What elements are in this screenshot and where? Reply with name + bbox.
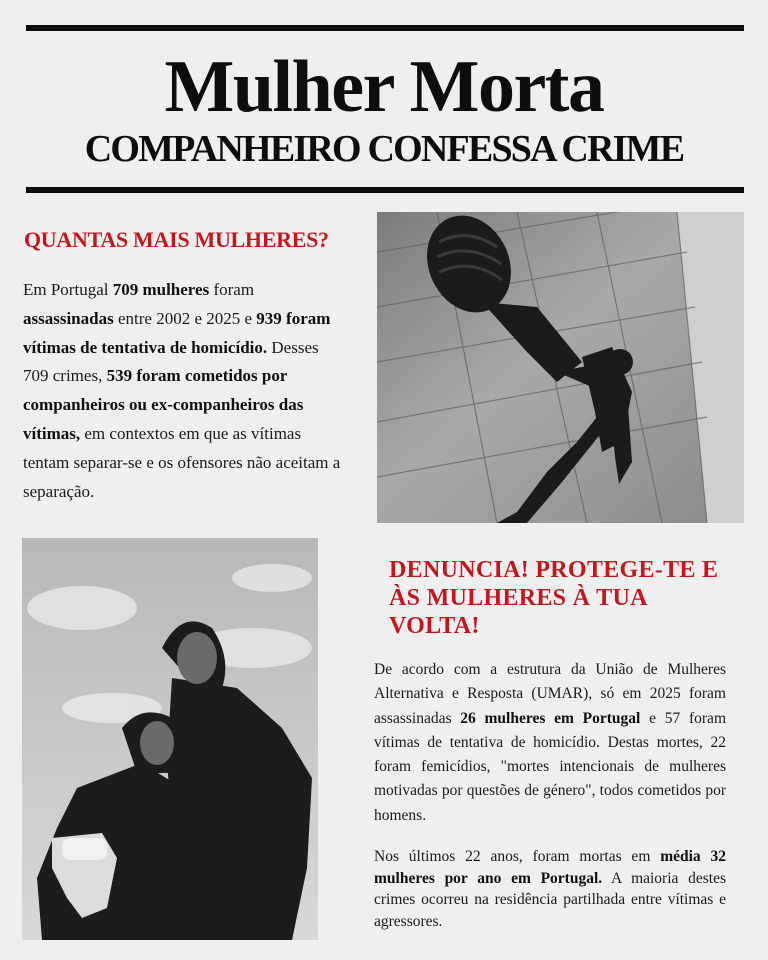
header-bottom-rule — [26, 187, 744, 193]
top-rule — [26, 25, 744, 31]
emphasis-text: 539 foram cometidos por companheiros ou ex-companheiros das vítimas, — [23, 366, 304, 443]
emphasis-text: assassinadas — [23, 308, 114, 328]
body-text: entre 2002 e 2025 e — [113, 308, 257, 328]
body-text: Em Portugal — [23, 280, 113, 299]
section-2-title: DENUNCIA! PROTEGE-TE E ÀS MULHERES À TUA VOLTA! — [389, 557, 719, 639]
section-1-paragraph — [23, 276, 343, 506]
section-1-title: QUANTAS MAIS MULHERES? — [24, 227, 329, 252]
section-2-paragraph-1 — [374, 658, 726, 828]
photo-man-jumping — [377, 212, 744, 523]
body-text: De acordo com a estrutura da União de Mulheres Alternativa e Resposta (UMAR), só em 2025 foram assassinadas — [374, 661, 726, 727]
body-text: foram — [209, 280, 255, 299]
body-text: e 57 foram vítimas de tentativa de homicídio. Destas mortes, 22 foram femicídios, "mortes intencionais de mulheres motivadas por questões de género", todos cometidos por homens. — [374, 709, 726, 824]
section-2-paragraph-2 — [374, 846, 726, 932]
body-text: Desses 709 crimes, — [23, 337, 319, 386]
body-text: A maioria destes crimes ocorreu na residência partilhada entre vítimas e agressores. — [374, 869, 727, 930]
subheadline: COMPANHEIRO CONFESSA CRIME — [84, 128, 684, 170]
body-text: Nos últimos 22 anos, foram mortas em — [374, 848, 661, 865]
body-text: em contextos em que as vítimas tentam separar-se e os ofensores não aceitam a separação. — [23, 423, 341, 501]
emphasis-text: 939 foram vítimas de tentativa de homicídio. — [23, 308, 331, 357]
headline: Mulher Morta — [164, 46, 604, 128]
photo-two-women — [22, 538, 318, 940]
emphasis-text: 26 mulheres em Portugal — [460, 709, 641, 727]
emphasis-text: 709 mulheres — [112, 280, 210, 299]
emphasis-text: média 32 mulheres por ano em Portugal. — [374, 848, 726, 887]
